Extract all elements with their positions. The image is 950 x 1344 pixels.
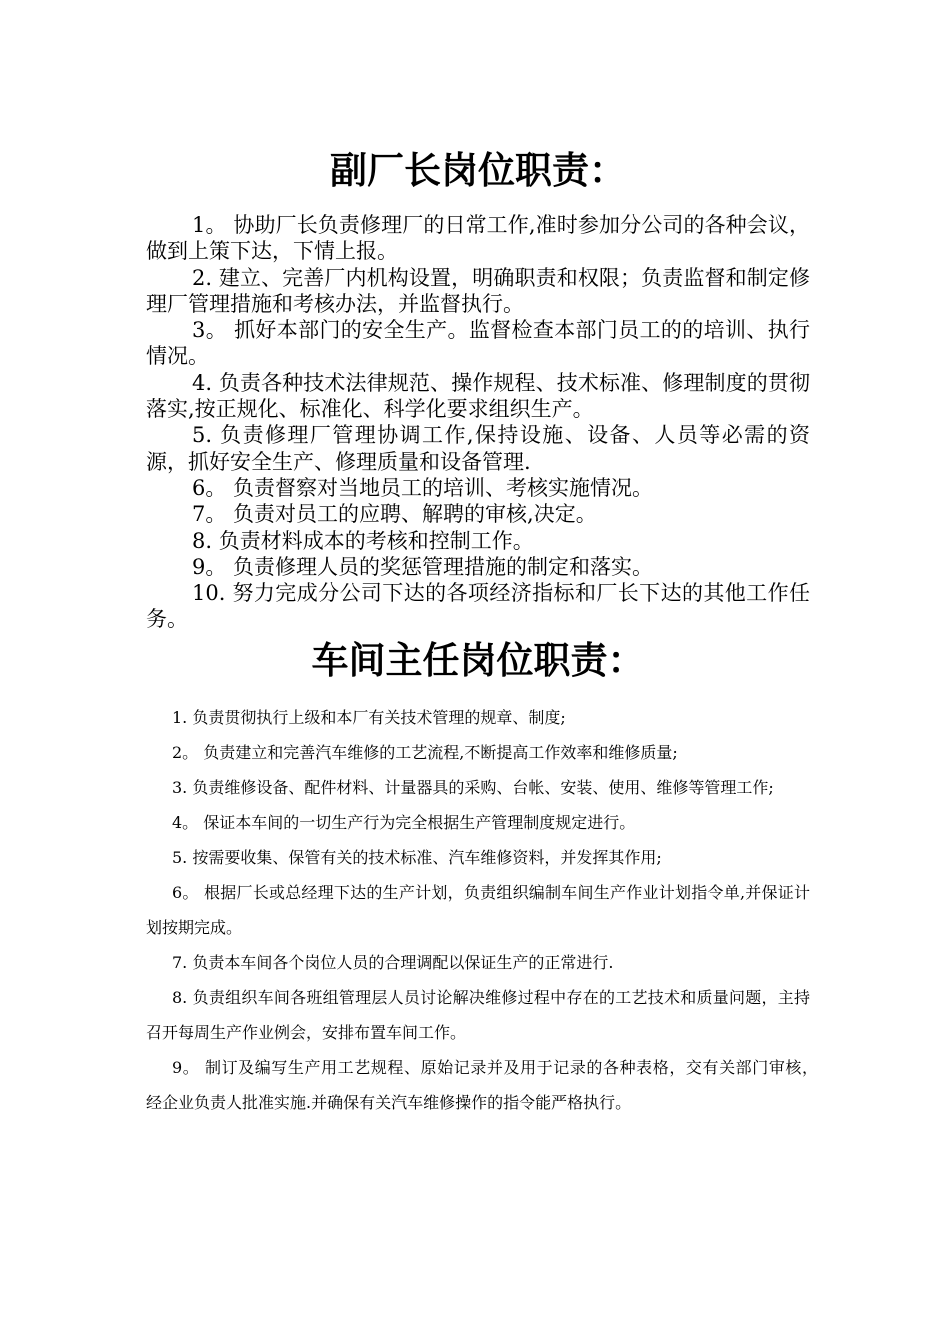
duty-item: 6。 负责督察对当地员工的培训、考核实施情况。: [192, 475, 654, 500]
duty-item: 8. 负责材料成本的考核和控制工作。: [192, 528, 534, 553]
duty-item: 7。 负责对员工的应聘、解聘的审核,决定。: [192, 502, 597, 527]
duty-item: 10. 努力完成分公司下达的各项经济指标和厂长下达的其他工作任务。: [146, 581, 810, 632]
duty-item: 6。 根据厂长或总经理下达的生产计划，负责组织编制车间生产作业计划指令单,并保证计划按期完成。: [146, 883, 810, 937]
duty-item: 9。 负责修理人员的奖惩管理措施的制定和落实。: [192, 554, 654, 579]
duty-item: 5. 负责修理厂管理协调工作,保持设施、设备、人员等必需的资源，抓好安全生产、修理质量和设备管理.: [146, 423, 810, 474]
deputy-director-duties-list: [146, 212, 810, 633]
document-page: [146, 0, 843, 1344]
duty-item: 1. 负责贯彻执行上级和本厂有关技术管理的规章、制度;: [172, 708, 566, 727]
duty-item: 4. 负责各种技术法律规范、操作规程、技术标准、修理制度的贯彻落实,按正规化、标准化、科学化要求组织生产。: [146, 370, 810, 422]
duty-item: 3. 负责维修设备、配件材料、计量器具的采购、台帐、安装、使用、维修等管理工作;: [172, 778, 774, 797]
section-title-deputy-director: 副厂长岗位职责：: [330, 148, 626, 192]
duty-item: 2。 负责建立和完善汽车维修的工艺流程,不断提高工作效率和维修质量;: [172, 743, 678, 762]
duty-item: 9。 制订及编写生产用工艺规程、原始记录并及用于记录的各种表格，交有关部门审核， 经企业负责人批准实施.并确保有关汽车维修操作的指令能严格执行。: [146, 1058, 843, 1112]
duty-item: 7. 负责本车间各个岗位人员的合理调配以保证生产的正常进行.: [172, 953, 614, 972]
duty-item: 5. 按需要收集、保管有关的技术标准、汽车维修资料，并发挥其作用;: [172, 848, 662, 867]
duty-item: 2. 建立、完善厂内机构设置，明确职责和权限；负责监督和制定修理厂管理措施和考核办法，并监督执行。: [146, 265, 810, 316]
duty-item: 4。 保证本车间的一切生产行为完全根据生产管理制度规定进行。: [172, 813, 636, 832]
duty-item: 8. 负责组织车间各班组管理层人员讨论解决维修过程中存在的工艺技术和质量问题，主持召开每周生产作业例会，安排布置车间工作。: [146, 988, 810, 1042]
duty-item: 1。 协助厂长负责修理厂的日常工作,准时参加分公司的各种会议，做到上策下达，下情上报。: [146, 213, 810, 264]
section-title-workshop-director: 车间主任岗位职责：: [311, 638, 645, 682]
workshop-director-duties-list: [146, 700, 843, 1120]
duty-item: 3。 抓好本部门的安全生产。监督检查本部门员工的的培训、执行情况。: [146, 318, 810, 369]
